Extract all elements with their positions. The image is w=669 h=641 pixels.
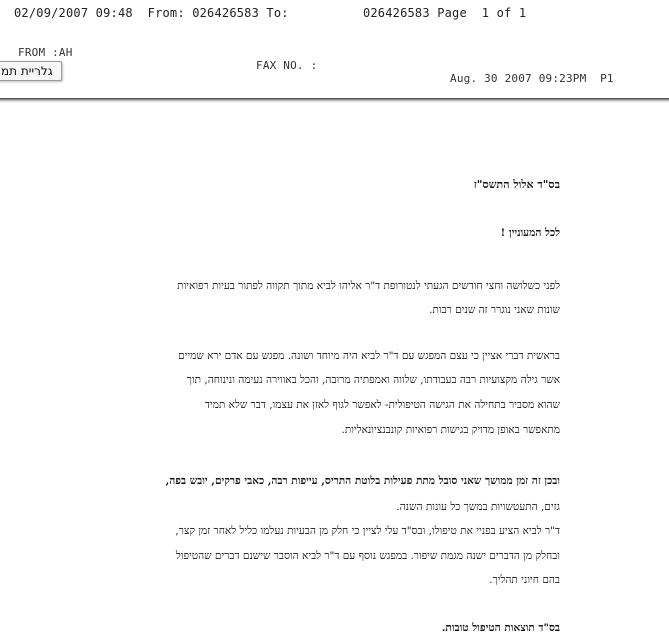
letter-closing: בס"ד תוצאות הטיפול טובות. [441,622,560,634]
para1-line: שונות שאני נוגרר זה שנים רבות. [429,304,560,316]
para3-line: ובחלק מן הדברים ישנה מגמת שיפור. במפגש נוסף עם ד"ר לביא הוסבר שישנם דברים שהטיפול [175,550,560,562]
para3-line: ד"ר לביא הציע בפניי את טיפולו, ובס"ד עלי לציין כי חלק מן הבעיות נעלמו כליל לאחר זמן קצר, [175,525,560,537]
para2-line: מתאפשר באופן מדויק בגישות רפואיות קונבנציונאליות. [341,424,560,436]
letter-date: בס"ד אלול התשס"ז [473,178,560,191]
para2-line: שהוא מסביר בתחילה את הגישה הטיפולית- לאפשר לגוף לאזן את עצמו, דבר שלא תמיד [204,399,560,411]
gallery-tooltip[interactable]: גלריית תמ [0,61,62,81]
para3-line: ובכן זה זמן ממושך שאני סובל מתת פעילות בלוטת התריס, עייפות רבה, כאבי פרקים, יובש בפה, [165,475,560,487]
para2-line: בראשית דברי אציין כי עצם המפגש עם ד"ר לביא היה מיוחד ושונה. מפגש עם אדם ירא שמיים [178,350,560,362]
para2-line: אשר גילה מקצועיות רבה בעבודתו, שלווה ואמפתיה מרובה, והכל באווירה נעימה ונינוחה, תוך [186,374,560,386]
fax-from-label: FROM :AH [18,46,73,59]
letter-salutation: לכל המעוניין ! [500,227,560,239]
scan-edge-shadow [0,98,669,103]
para3-line: בהם חיוני תהליך. [489,574,560,586]
para1-line: לפני כשלושה וחצי חודשים הגעתי לנטורופת ד"ר אליהו לביא מתוך תקווה לפתור בעיות רפואיות [177,280,560,292]
fax-header-line: 02/09/2007 09:48 From: 026426583 To: 026426583 Page 1 of 1 [14,6,527,20]
fax-number-label: FAX NO. : [256,59,318,72]
para3-line: גזים, התעטשויות במשך כל עונות השנה. [396,501,560,513]
fax-timestamp: Aug. 30 2007 09:23PM P1 [450,72,614,85]
